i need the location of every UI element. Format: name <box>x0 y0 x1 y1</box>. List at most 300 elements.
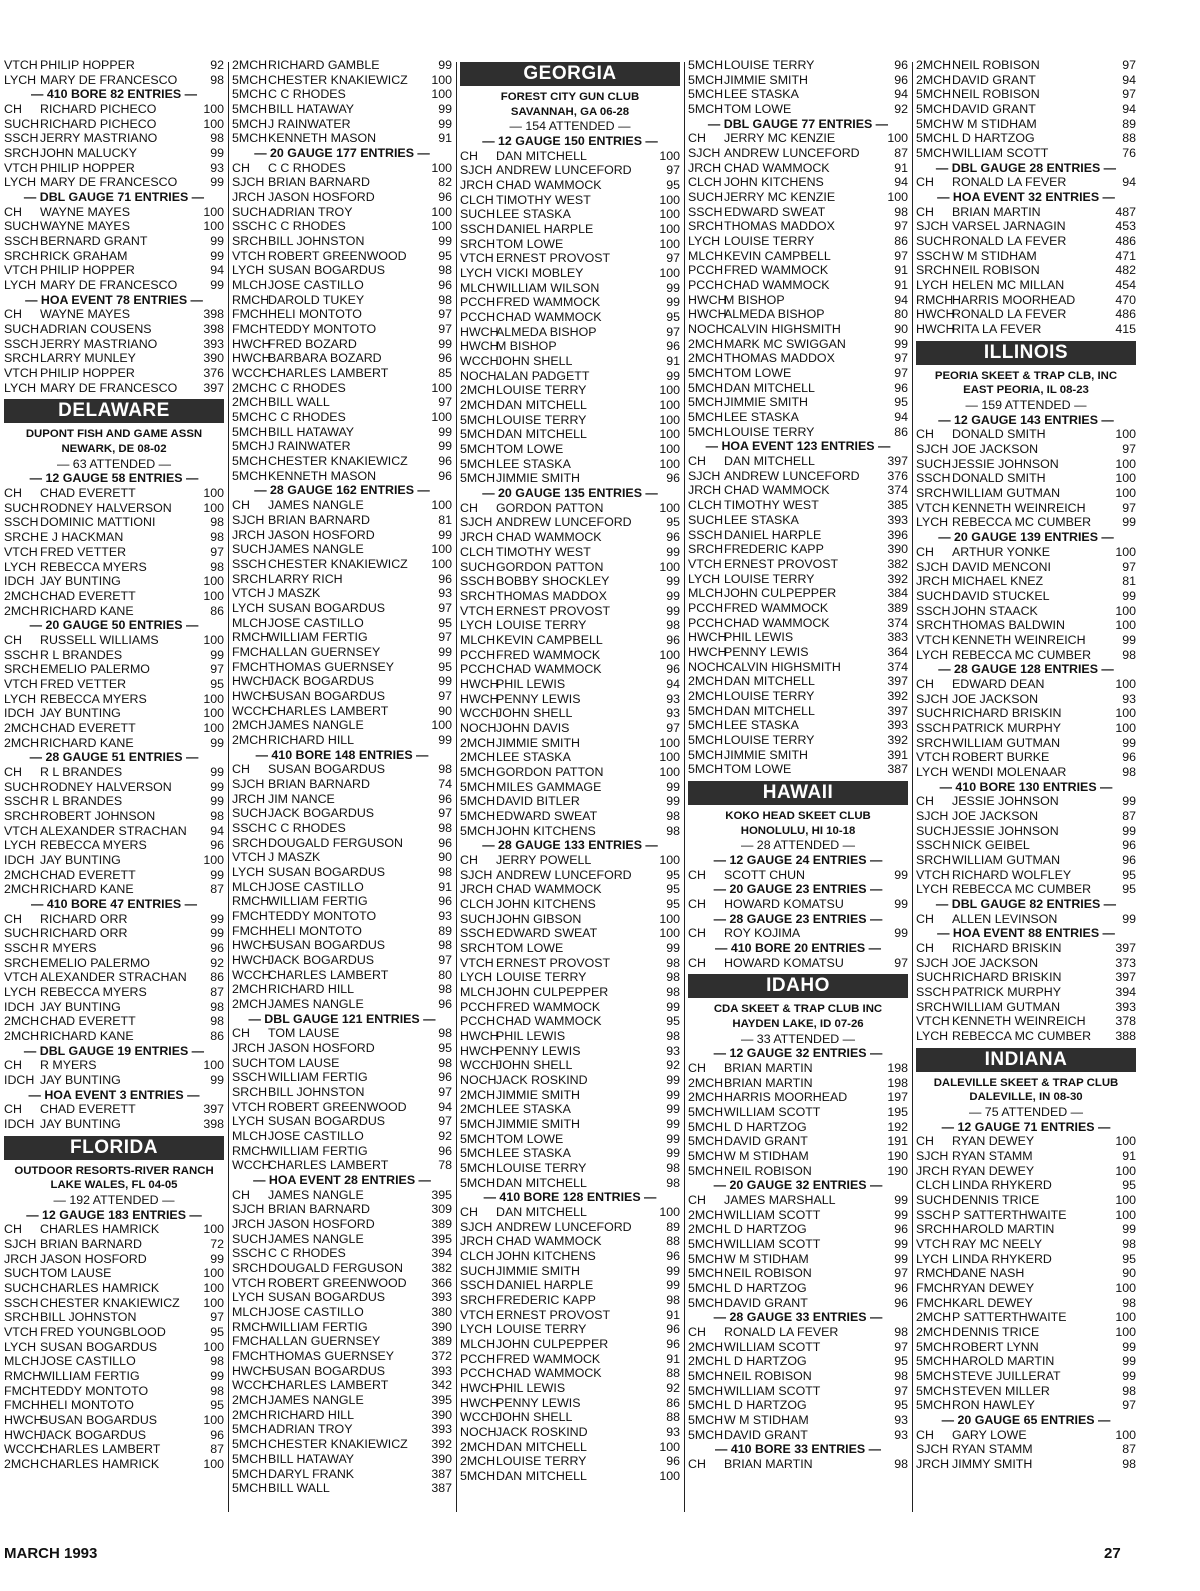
result-row <box>688 1090 908 1105</box>
event-class: SUCH <box>460 1263 496 1278</box>
event-class: CH <box>4 1222 22 1237</box>
score: 100 <box>659 647 680 662</box>
score: 378 <box>1115 1014 1136 1029</box>
score: 97 <box>210 544 224 559</box>
event-class: SUCH <box>232 806 268 821</box>
shooter-name: NICK GEIBEL <box>952 838 1030 853</box>
score: 374 <box>887 659 908 674</box>
score: 96 <box>666 339 680 354</box>
shooter-name: R MYERS <box>40 940 97 955</box>
result-row <box>460 633 680 648</box>
result-row <box>4 912 224 927</box>
event-class: 5MCH <box>916 131 952 146</box>
event-class: CH <box>916 911 934 926</box>
results-column-2 <box>232 58 452 1496</box>
event-class: CH <box>688 131 706 146</box>
score: 99 <box>894 1251 908 1266</box>
result-row <box>688 1134 908 1149</box>
event-class: 5MCH <box>232 410 268 425</box>
score: 89 <box>438 923 452 938</box>
result-row <box>4 205 224 220</box>
event-class: SUCH <box>916 823 952 838</box>
club-info: HAYDEN LAKE, ID 07-26 <box>732 1017 864 1030</box>
event-class: HWCH <box>232 688 271 703</box>
result-row <box>4 530 224 545</box>
shooter-name: PENNY LEWIS <box>724 644 809 659</box>
attendance: — 28 ATTENDED — <box>740 838 856 853</box>
event-class: MLCH <box>688 248 724 263</box>
result-row <box>4 589 224 604</box>
event-class: SSCH <box>4 515 39 530</box>
score: 99 <box>438 234 452 249</box>
result-row <box>916 73 1136 88</box>
event-heading: — 410 BORE 128 ENTRIES — <box>483 1190 657 1205</box>
event-class: SSCH <box>4 131 39 146</box>
result-row <box>916 574 1136 589</box>
event-class: 5MCH <box>688 703 724 718</box>
result-row <box>460 1132 680 1147</box>
score: 99 <box>666 1102 680 1117</box>
result-row <box>916 58 1136 73</box>
score: 95 <box>666 1014 680 1029</box>
score: 88 <box>1122 131 1136 146</box>
event-class: MLCH <box>460 280 496 295</box>
event-class: RMCH <box>232 894 270 909</box>
score: 97 <box>1122 87 1136 102</box>
score: 99 <box>1122 735 1136 750</box>
result-row <box>688 733 908 748</box>
event-class: 5MCH <box>460 442 496 457</box>
result-row <box>688 718 908 733</box>
score: 190 <box>887 1149 908 1164</box>
result-row <box>4 765 224 780</box>
result-row <box>4 1222 224 1237</box>
club-info: DALEVILLE SKEET & TRAP CLUB <box>933 1076 1119 1089</box>
result-row <box>460 1000 680 1015</box>
event-class: IDCH <box>4 999 35 1014</box>
result-row <box>688 542 908 557</box>
result-row <box>688 1340 908 1355</box>
score: 93 <box>666 706 680 721</box>
event-class: SUCH <box>232 1231 268 1246</box>
event-class: HWCH <box>460 691 499 706</box>
result-row <box>4 515 224 530</box>
shooter-name: DENNIS TRICE <box>952 1193 1040 1208</box>
shooter-name: MARY DE FRANCESCO <box>40 72 178 87</box>
result-row <box>460 1440 680 1455</box>
event-class: 2MCH <box>916 58 952 72</box>
score: 100 <box>1115 471 1136 486</box>
score: 99 <box>438 116 452 131</box>
event-class: 5MCH <box>232 87 268 102</box>
result-row <box>916 1149 1136 1164</box>
score: 393 <box>431 1422 452 1437</box>
shooter-name: BOBBY SHOCKLEY <box>496 574 610 589</box>
result-row <box>916 87 1136 102</box>
shooter-name: LOUISE TERRY <box>724 688 815 703</box>
result-row <box>232 395 452 410</box>
result-row <box>460 1381 680 1396</box>
shooter-name: CHAD WAMMOCK <box>496 178 602 193</box>
score: 390 <box>431 1451 452 1466</box>
shooter-name: LEE STASKA <box>724 718 799 733</box>
score: 98 <box>894 1457 908 1472</box>
result-row <box>4 1413 224 1428</box>
event-class: JRCH <box>4 1251 38 1266</box>
result-row <box>232 234 452 249</box>
score: 100 <box>1115 706 1136 721</box>
score: 95 <box>438 615 452 630</box>
score: 385 <box>887 498 908 513</box>
score: 393 <box>431 1363 452 1378</box>
score: 96 <box>666 530 680 545</box>
shooter-name: C C RHODES <box>268 160 346 175</box>
event-class: SUCH <box>916 706 952 721</box>
shooter-name: REBECCA MC CUMBER <box>952 1029 1092 1043</box>
shooter-name: SUSAN BOGARDUS <box>268 1363 386 1378</box>
score: 99 <box>666 779 680 794</box>
score: 100 <box>1115 676 1136 691</box>
event-class: FMCH <box>232 923 268 938</box>
shooter-name: RITA LA FEVER <box>952 322 1042 337</box>
score: 99 <box>210 779 224 794</box>
event-class: 5MCH <box>916 87 952 102</box>
shooter-name: REBECCA MC CUMBER <box>952 515 1092 530</box>
score: 100 <box>659 764 680 779</box>
score: 99 <box>894 1207 908 1222</box>
event-class: 5MCH <box>688 102 724 117</box>
result-row <box>4 263 224 278</box>
shooter-name: JOSE CASTILLO <box>268 1129 364 1144</box>
score: 96 <box>666 1454 680 1469</box>
shooter-name: P SATTERTHWAITE <box>952 1310 1067 1325</box>
score: 95 <box>894 1398 908 1413</box>
result-row <box>460 648 680 663</box>
result-row <box>916 515 1136 530</box>
result-row <box>232 1378 452 1393</box>
shooter-name: NEIL ROBISON <box>724 1266 812 1281</box>
shooter-name: CALVIN HIGHSMITH <box>724 659 841 674</box>
event-class: SUCH <box>232 204 268 219</box>
score: 392 <box>887 571 908 586</box>
score: 93 <box>438 908 452 923</box>
shooter-name: KENNETH WEINREICH <box>952 500 1086 515</box>
score: 100 <box>659 911 680 926</box>
shooter-name: BRIAN BARNARD <box>268 776 370 791</box>
score: 100 <box>659 750 680 765</box>
result-row <box>232 219 452 234</box>
score: 100 <box>659 559 680 574</box>
shooter-name: BRIAN MARTIN <box>724 1075 813 1090</box>
result-row <box>916 175 1136 190</box>
event-class: 2MCH <box>688 1075 724 1090</box>
result-row <box>916 912 1136 927</box>
event-class: HWCH <box>4 1413 43 1428</box>
result-row <box>232 249 452 264</box>
result-row <box>460 1454 680 1469</box>
result-row <box>460 1044 680 1059</box>
result-row <box>688 1120 908 1135</box>
result-row <box>4 1428 224 1443</box>
score: 96 <box>438 190 452 205</box>
result-row <box>232 1261 452 1276</box>
shooter-name: ANDREW LUNCEFORD <box>496 515 632 530</box>
shooter-name: DAN MITCHELL <box>496 1469 587 1484</box>
result-row <box>460 413 680 428</box>
shooter-name: JAY BUNTING <box>40 706 121 721</box>
shooter-name: JERRY POWELL <box>496 852 592 867</box>
event-class: 5MCH <box>460 1161 496 1176</box>
shooter-name: JIMMIE SMITH <box>724 747 808 762</box>
score: 99 <box>438 102 452 117</box>
score: 99 <box>438 439 452 454</box>
result-row <box>916 249 1136 264</box>
result-row <box>916 824 1136 839</box>
score: 98 <box>894 1325 908 1340</box>
result-row <box>916 471 1136 486</box>
event-class: SUCH <box>916 456 952 471</box>
event-class: SJCH <box>232 175 265 190</box>
event-class: 5MCH <box>460 1175 496 1190</box>
event-class: 5MCH <box>460 456 496 471</box>
score: 99 <box>894 867 908 882</box>
shooter-name: JESSIE JOHNSON <box>952 456 1059 471</box>
result-row <box>460 604 680 619</box>
score: 98 <box>1122 647 1136 662</box>
event-class: SRCH <box>460 940 496 955</box>
result-row <box>916 1398 1136 1413</box>
event-class: 5MCH <box>460 794 496 809</box>
result-row <box>232 704 452 719</box>
shooter-name: JIM NANCE <box>268 791 335 806</box>
score: 96 <box>438 1070 452 1085</box>
score: 99 <box>666 280 680 295</box>
event-class: CH <box>4 204 22 219</box>
result-row <box>4 926 224 941</box>
shooter-name: JESSIE JOHNSON <box>952 823 1059 838</box>
score: 98 <box>1122 1295 1136 1310</box>
event-heading: — 20 GAUGE 23 ENTRIES — <box>713 882 883 897</box>
event-class: VTCH <box>460 955 494 970</box>
shooter-name: THOMAS BALDWIN <box>952 618 1065 633</box>
result-row <box>4 604 224 619</box>
shooter-name: JOSE CASTILLO <box>40 1354 136 1369</box>
shooter-name: EDWARD SWEAT <box>724 204 826 219</box>
event-class: SSCH <box>460 574 495 589</box>
event-class: HWCH <box>232 351 271 366</box>
result-row <box>688 73 908 88</box>
score: 95 <box>210 1398 224 1413</box>
result-row <box>232 1100 452 1115</box>
score: 94 <box>894 292 908 307</box>
score: 94 <box>438 1099 452 1114</box>
score: 98 <box>666 1293 680 1308</box>
event-heading: — 28 GAUGE 23 ENTRIES — <box>713 911 883 926</box>
event-class: CH <box>916 204 934 219</box>
event-heading: — DBL GAUGE 19 ENTRIES — <box>23 1043 205 1058</box>
shooter-name: RUSSELL WILLIAMS <box>40 632 159 647</box>
score: 398 <box>203 1117 224 1132</box>
score: 100 <box>659 192 680 207</box>
result-row <box>916 427 1136 442</box>
event-class: SRCH <box>232 1085 268 1100</box>
score: 98 <box>666 1175 680 1190</box>
score: 95 <box>438 248 452 263</box>
event-class: 5MCH <box>688 1134 724 1149</box>
event-class: WCCH <box>460 1410 499 1425</box>
event-class: SSCH <box>460 222 495 237</box>
result-row <box>460 1396 680 1411</box>
result-row <box>232 1041 452 1056</box>
result-row <box>688 263 908 278</box>
shooter-name: JOHN CULPEPPER <box>496 984 609 999</box>
state-heading: HAWAII <box>688 781 908 805</box>
result-row <box>232 557 452 572</box>
result-row <box>232 1085 452 1100</box>
shooter-name: LOUISE TERRY <box>724 424 815 439</box>
event-class: SSCH <box>916 248 951 263</box>
score: 91 <box>666 1307 680 1322</box>
score: 95 <box>210 1325 224 1340</box>
shooter-name: WAYNE MAYES <box>40 204 130 219</box>
shooter-name: PATRICK MURPHY <box>952 984 1061 999</box>
shooter-name: HAROLD MARTIN <box>952 1222 1055 1237</box>
shooter-name: ALLEN LEVINSON <box>952 911 1058 926</box>
shooter-name: TOM LOWE <box>496 1131 564 1146</box>
score: 99 <box>894 896 908 911</box>
shooter-name: HOWARD KOMATSU <box>724 955 844 970</box>
event-heading: — HOA EVENT 28 ENTRIES — <box>253 1173 431 1188</box>
score: 100 <box>659 926 680 941</box>
shooter-name: DOUGALD FERGUSON <box>268 1261 403 1276</box>
event-class: SRCH <box>4 1310 40 1325</box>
event-class: FMCH <box>232 644 268 659</box>
club-info: DALEVILLE, IN 08-30 <box>969 1091 1083 1104</box>
shooter-name: WILLIAM FERTIG <box>40 1369 140 1384</box>
result-row <box>460 1102 680 1117</box>
score: 387 <box>431 1481 452 1496</box>
score: 99 <box>438 674 452 689</box>
score: 96 <box>438 894 452 909</box>
shooter-name: EDWARD SWEAT <box>496 926 598 941</box>
event-class: SSCH <box>916 838 951 853</box>
shooter-name: JAMES NANGLE <box>268 1393 364 1408</box>
event-class: VTCH <box>916 867 950 882</box>
result-row <box>460 193 680 208</box>
shooter-name: CHARLES LAMBERT <box>268 703 389 718</box>
event-heading: — DBL GAUGE 121 ENTRIES — <box>248 1011 436 1026</box>
shooter-name: KENNETH MASON <box>268 468 377 483</box>
result-row <box>916 1442 1136 1457</box>
shooter-name: JOE JACKSON <box>952 691 1039 706</box>
result-row <box>460 339 680 354</box>
shooter-name: RICHARD HILL <box>268 982 355 997</box>
score: 198 <box>887 1061 908 1075</box>
event-heading: — 28 GAUGE 133 ENTRIES — <box>482 838 658 853</box>
shooter-name: RICHARD PICHECO <box>40 102 157 117</box>
state-heading: GEORGIA <box>460 62 680 86</box>
shooter-name: ALAN PADGETT <box>496 368 590 383</box>
shooter-name: RICHARD WOLFLEY <box>952 867 1072 882</box>
score: 97 <box>1122 58 1136 72</box>
result-row <box>460 897 680 912</box>
club-info: DUPONT FISH AND GAME ASSN <box>25 428 203 441</box>
result-row <box>232 601 452 616</box>
event-class: 5MCH <box>916 116 952 131</box>
result-row <box>916 1193 1136 1208</box>
event-class: LYCH <box>4 72 37 87</box>
shooter-name: JIMMIE SMITH <box>496 471 580 486</box>
event-class: LYCH <box>4 559 37 574</box>
event-class: SRCH <box>4 530 40 545</box>
event-class: IDCH <box>4 1117 35 1132</box>
event-class: 5MCH <box>460 412 496 427</box>
shooter-name: JAMES NANGLE <box>268 1231 364 1246</box>
event-heading: — HOA EVENT 3 ENTRIES — <box>28 1087 200 1102</box>
event-class: 2MCH <box>916 72 952 87</box>
score: 309 <box>431 1202 452 1217</box>
score: 100 <box>659 500 680 515</box>
score: 91 <box>438 131 452 146</box>
result-row <box>460 310 680 325</box>
shooter-name: FRED WAMMOCK <box>724 600 829 615</box>
shooter-name: FRED WAMMOCK <box>496 1351 601 1366</box>
event-class: HWCH <box>232 336 271 351</box>
result-row <box>688 1428 908 1443</box>
shooter-name: DAN MITCHELL <box>724 674 815 689</box>
event-heading: — HOA EVENT 123 ENTRIES — <box>705 439 891 454</box>
event-class: SRCH <box>4 351 40 366</box>
result-row <box>4 868 224 883</box>
result-row <box>4 278 224 293</box>
event-class: FMCH <box>232 307 268 322</box>
result-row <box>460 970 680 985</box>
score: 97 <box>438 600 452 615</box>
shooter-name: PENNY LEWIS <box>496 1043 581 1058</box>
result-row <box>4 970 224 985</box>
result-row <box>232 1158 452 1173</box>
result-row <box>916 809 1136 824</box>
result-row <box>688 762 908 777</box>
event-class: SSCH <box>916 471 951 486</box>
event-class: SUCH <box>916 234 952 249</box>
result-row <box>688 926 908 941</box>
score: 366 <box>431 1275 452 1290</box>
result-row <box>232 469 452 484</box>
result-row <box>916 1310 1136 1325</box>
result-row <box>460 1029 680 1044</box>
shooter-name: JACK BOGARDUS <box>40 1427 147 1442</box>
result-row <box>688 483 908 498</box>
score: 98 <box>666 984 680 999</box>
shooter-name: THOMAS MADDOX <box>496 588 607 603</box>
event-class: 5MCH <box>688 718 724 733</box>
shooter-name: REBECCA MC CUMBER <box>952 647 1092 662</box>
event-heading: — 20 GAUGE 177 ENTRIES — <box>254 146 430 161</box>
score: 98 <box>666 1029 680 1043</box>
result-row <box>460 1205 680 1220</box>
event-class: LYCH <box>232 1114 265 1129</box>
shooter-name: RONALD LA FEVER <box>952 175 1067 190</box>
score: 99 <box>894 1237 908 1252</box>
score: 86 <box>894 234 908 249</box>
event-class: 5MCH <box>460 808 496 823</box>
result-row <box>916 1029 1136 1044</box>
result-row <box>232 777 452 792</box>
score: 97 <box>894 351 908 366</box>
shooter-name: DAVID GRANT <box>952 72 1036 87</box>
shooter-name: ALMEDA BISHOP <box>496 324 597 339</box>
